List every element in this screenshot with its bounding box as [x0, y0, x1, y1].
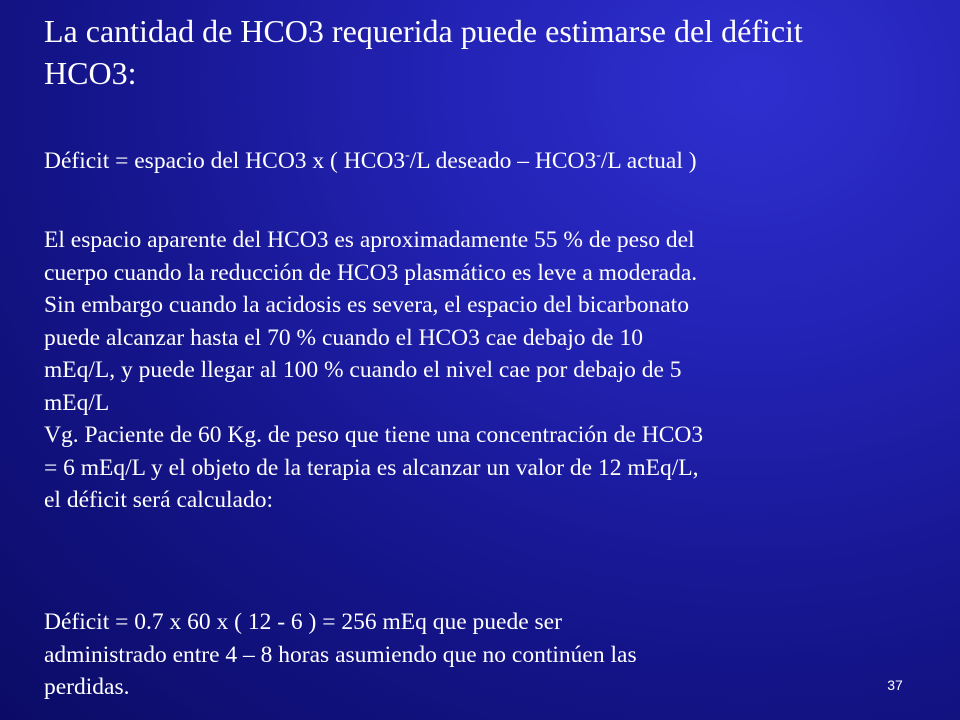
calculation-line: administrado entre 4 – 8 horas asumiendo que no continúen las	[44, 641, 637, 668]
paragraph-line: El espacio aparente del HCO3 es aproximadamente 55 % de peso del	[44, 227, 695, 253]
explanation-paragraph	[44, 224, 944, 517]
calculation-line: Déficit = 0.7 x 60 x ( 12 - 6 ) = 256 mEq que puede ser	[44, 609, 562, 635]
paragraph-line: Vg. Paciente de 60 Kg. de peso que tiene una concentración de HCO3	[44, 422, 704, 448]
paragraph-line: el déficit será calculado:	[44, 487, 273, 513]
page-number: 37	[887, 677, 903, 693]
slide-title	[44, 10, 934, 94]
formula-part-3: /L actual )	[600, 148, 697, 174]
formula-superscript-1: -	[405, 148, 410, 163]
paragraph-line: mEq/L	[44, 389, 110, 416]
paragraph-line: mEq/L, y puede llegar al 100 % cuando el nivel cae por debajo de 5	[44, 357, 682, 383]
calculation-example	[44, 606, 944, 704]
calculation-line: perdidas.	[44, 674, 130, 700]
paragraph-line: Sin embargo cuando la acidosis es severa, el espacio del bicarbonato	[44, 292, 689, 318]
formula-part-1: Déficit = espacio del HCO3 x ( HCO3	[44, 148, 406, 174]
paragraph-line: cuerpo cuando la reducción de HCO3 plasmático es leve a moderada.	[44, 259, 698, 286]
deficit-formula	[44, 144, 954, 178]
formula-superscript-2: -	[596, 148, 601, 163]
formula-part-2: /L deseado – HCO3	[409, 148, 597, 174]
paragraph-line: = 6 mEq/L y el objeto de la terapia es alcanzar un valor de 12 mEq/L,	[44, 454, 699, 481]
slide-title-line-2: HCO3:	[44, 55, 137, 91]
paragraph-line: puede alcanzar hasta el 70 % cuando el HCO3 cae debajo de 10	[44, 324, 643, 351]
slide-title-line-1: La cantidad de HCO3 requerida puede estimarse del déficit	[44, 13, 803, 49]
